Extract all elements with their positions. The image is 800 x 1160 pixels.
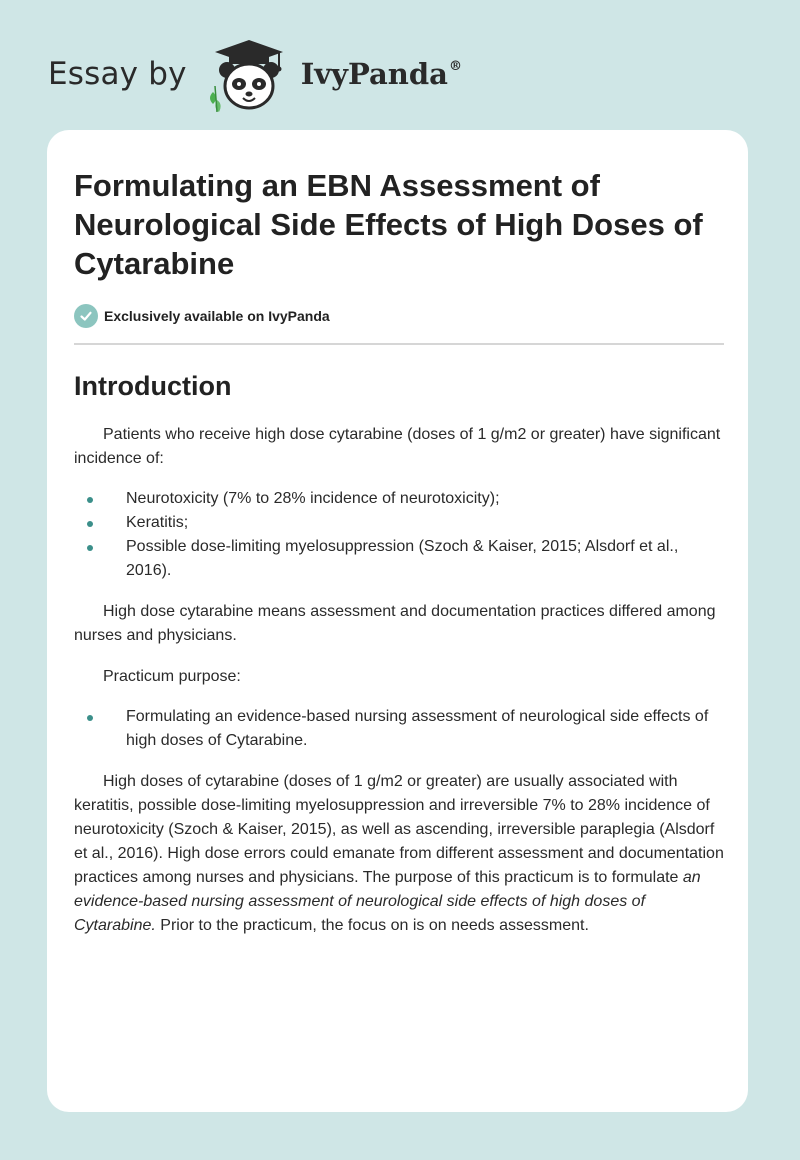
paragraph-4-text: High doses of cytarabine (doses of 1 g/m2 or greater) are usually associated with keratitis, possible dose-limiting myelosuppression and irreversible 7% to 28% incidence of neurotoxicity (Szoch & Kaiser, 2015), as well as ascending, irreversible paraplegia (Alsdorf et al., 2016). High dose errors could emanate from different assessment and documentation practices among nurses and physicians. The purpose of this practicum is to formulate [74, 773, 724, 886]
paragraph-2: High dose cytarabine means assessment and documentation practices differed among nurses and physicians. [74, 603, 716, 644]
panda-logo-icon[interactable] [203, 34, 295, 114]
brand-name[interactable] [301, 57, 462, 91]
title-divider [74, 343, 724, 345]
purpose-list [74, 705, 724, 753]
list-item-text: Keratitis; [126, 514, 189, 531]
site-header [48, 34, 462, 114]
essay-by-label: Essay by [48, 56, 187, 92]
article-content [74, 166, 724, 938]
list-item [74, 511, 724, 535]
article-card [47, 130, 748, 1112]
list-item [74, 705, 724, 753]
paragraph-4-end: Prior to the practicum, the focus on is on needs assessment. [155, 917, 589, 934]
bullet-dot-icon [87, 521, 93, 527]
paragraph-4 [74, 770, 724, 938]
incidence-list [74, 487, 724, 583]
list-item [74, 535, 724, 583]
paragraph-1: Patients who receive high dose cytarabine (doses of 1 g/m2 or greater) have significant incidence of: [74, 426, 721, 467]
section-heading: Introduction [74, 371, 232, 401]
list-item-text: Neurotoxicity (7% to 28% incidence of neurotoxicity); [126, 490, 500, 507]
bullet-dot-icon [87, 497, 93, 503]
brand-text: IvyPanda [300, 57, 448, 91]
paragraph-4-italic: an evidence-based nursing assessment of neurological side effects of high doses of Cytarabine. [74, 869, 701, 934]
registered-mark: ® [448, 59, 462, 74]
list-item-text: Formulating an evidence-based nursing assessment of neurological side effects of high doses of Cytarabine. [126, 708, 709, 749]
checkmark-icon [74, 304, 98, 328]
bullet-dot-icon [87, 545, 93, 551]
list-item [74, 487, 724, 511]
paragraph-3: Practicum purpose: [103, 668, 241, 685]
article-title: Formulating an EBN Assessment of Neurological Side Effects of High Doses of Cytarabine [74, 168, 703, 281]
bullet-dot-icon [87, 715, 93, 721]
exclusive-badge-label: Exclusively available on IvyPanda [104, 308, 330, 324]
exclusive-badge [74, 303, 724, 329]
list-item-text: Possible dose-limiting myelosuppression (Szoch & Kaiser, 2015; Alsdorf et al., 2016). [126, 538, 679, 579]
